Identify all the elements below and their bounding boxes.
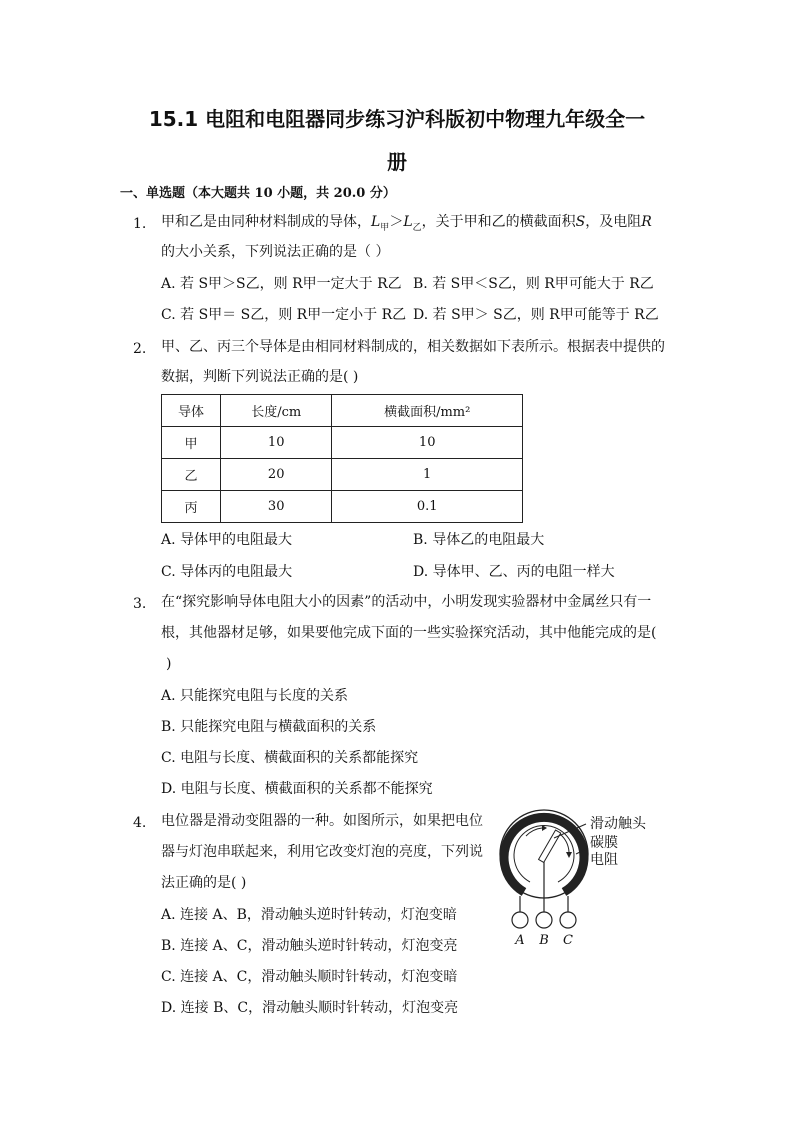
q3-stem-line2: 根，其他器材足够，如果要他完成下面的一些实验探究活动，其中他能完成的是(	[161, 625, 657, 641]
q2-stem-line1: 甲、乙、丙三个导体是由相同材料制成的，相关数据如下表所示。根据表中提供的	[161, 339, 665, 355]
table-header-row	[162, 395, 523, 427]
table-cell: 1	[332, 459, 523, 491]
potentiometer-diagram	[490, 808, 670, 948]
table-cell: 0.1	[332, 491, 523, 523]
q1-stem-part2: ，关于甲和乙的横截面积	[421, 214, 576, 230]
table-row	[162, 459, 523, 491]
table-header-cell: 横截面积/mm²	[332, 395, 523, 427]
table-cell: 30	[221, 491, 332, 523]
label-terminal-a: A	[515, 933, 525, 948]
label-resistance: 电阻	[590, 852, 618, 868]
q3-number: 3.	[133, 596, 147, 612]
label-slider: 滑动触头	[590, 816, 646, 832]
section-heading: 一、单选题（本大题共 10 小题，共 20.0 分）	[120, 186, 396, 201]
table-cell: 10	[221, 427, 332, 459]
q1-symbol-r: R	[641, 214, 652, 230]
q4-stem-line1: 电位器是滑动变阻器的一种。如图所示，如果把电位	[161, 813, 483, 829]
table-header-cell: 长度/cm	[221, 395, 332, 427]
q2-stem-line2: 数据，判断下列说法正确的是( )	[161, 369, 359, 385]
q4-stem-line2: 器与灯泡串联起来，利用它改变灯泡的亮度，下列说	[161, 844, 483, 860]
q1-stem-line2: 的大小关系，下列说法正确的是（ ）	[161, 244, 390, 260]
q1-formula-length: $L_甲>L_乙$	[371, 214, 422, 233]
q2-option-c[interactable]: C. 导体丙的电阻最大	[161, 564, 293, 580]
q4-option-d[interactable]: D. 连接 B、C，滑动触头顺时针转动，灯泡变亮	[161, 1000, 459, 1016]
cw-arrow-head	[566, 852, 572, 858]
table-row	[162, 491, 523, 523]
q2-option-b[interactable]: B. 导体乙的电阻最大	[413, 532, 545, 548]
q2-option-a[interactable]: A. 导体甲的电阻最大	[161, 532, 293, 548]
q4-option-b[interactable]: B. 连接 A、C，滑动触头逆时针转动，灯泡变亮	[161, 938, 458, 954]
q1-option-b[interactable]: B. 若 S甲＜S乙，则 R甲可能大于 R乙	[413, 276, 654, 292]
slider-contact	[539, 830, 561, 862]
label-terminal-c: C	[563, 933, 573, 948]
q2-option-d[interactable]: D. 导体甲、乙、丙的电阻一样大	[413, 564, 615, 580]
q1-option-d[interactable]: D. 若 S甲＞ S乙，则 R甲可能等于 R乙	[413, 307, 659, 323]
terminal-c	[560, 912, 576, 928]
q2-data-table	[161, 394, 523, 523]
q3-option-c[interactable]: C. 电阻与长度、横截面积的关系都能探究	[161, 750, 419, 766]
terminal-b	[536, 912, 552, 928]
q3-option-d[interactable]: D. 电阻与长度、横截面积的关系都不能探究	[161, 781, 433, 797]
table-row	[162, 427, 523, 459]
terminal-a	[512, 912, 528, 928]
q1-stem-line1	[161, 213, 652, 237]
q3-option-a[interactable]: A. 只能探究电阻与长度的关系	[161, 688, 349, 704]
q1-stem-part3: ，及电阻	[585, 214, 642, 230]
q4-option-c[interactable]: C. 连接 A、C，滑动触头顺时针转动，灯泡变暗	[161, 969, 458, 985]
q2-number: 2.	[133, 341, 147, 357]
table-cell: 乙	[162, 459, 221, 491]
q4-option-a[interactable]: A. 连接 A、B，滑动触头逆时针转动，灯泡变暗	[161, 907, 457, 923]
q1-number: 1.	[133, 216, 147, 232]
label-carbon: 碳膜	[590, 835, 618, 851]
table-cell: 20	[221, 459, 332, 491]
q1-stem-part1: 甲和乙是由同种材料制成的导体，	[161, 214, 371, 230]
doc-title-line2: 册	[387, 150, 407, 174]
table-cell: 10	[332, 427, 523, 459]
q1-symbol-s: S	[575, 214, 586, 230]
q1-option-c[interactable]: C. 若 S甲＝ S乙，则 R甲一定小于 R乙	[161, 307, 407, 323]
q3-stem-line3: )	[166, 656, 172, 672]
label-terminal-b: B	[539, 933, 549, 948]
q1-option-a[interactable]: A. 若 S甲＞S乙，则 R甲一定大于 R乙	[161, 276, 402, 292]
q4-number: 4.	[133, 815, 147, 831]
table-cell: 甲	[162, 427, 221, 459]
table-header-cell: 导体	[162, 395, 221, 427]
q3-stem-line1: 在“探究影响导体电阻大小的因素”的活动中，小明发现实验器材中金属丝只有一	[161, 594, 652, 610]
table-cell: 丙	[162, 491, 221, 523]
q3-option-b[interactable]: B. 只能探究电阻与横截面积的关系	[161, 719, 377, 735]
doc-title-line1: 15.1 电阻和电阻器同步练习沪科版初中物理九年级全一	[148, 107, 646, 131]
q4-stem-line3: 法正确的是( )	[161, 875, 247, 891]
